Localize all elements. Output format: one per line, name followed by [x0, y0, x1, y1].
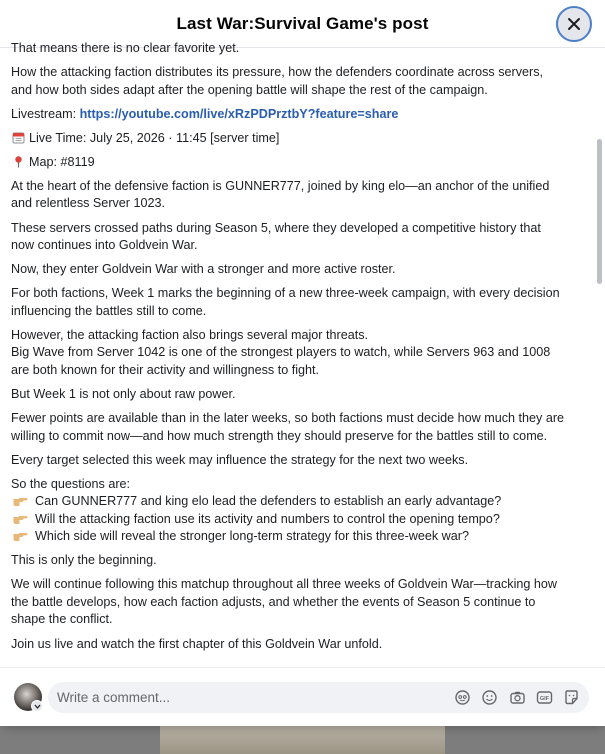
comment-box: [48, 682, 589, 713]
paragraph: Fewer points are available than in the later weeks, so both factions must decide how much they are willing to commit now—and how much strength they should preserve for the battles still to come.: [11, 411, 565, 443]
svg-text:GIF: GIF: [539, 696, 550, 702]
paragraph: How the attacking faction distributes its pressure, how the defenders coordinate across servers, and how both sides adapt after the opening battle will shape the rest of the campaign.: [11, 65, 543, 97]
sticker-icon[interactable]: [563, 689, 580, 706]
comment-input[interactable]: [57, 682, 437, 713]
scrollbar-thumb[interactable]: [597, 139, 602, 284]
question-item: Can GUNNER777 and king elo lead the defenders to establish an early advantage?: [11, 493, 595, 511]
calendar-icon: [11, 131, 26, 144]
avatar-sticker-icon[interactable]: [454, 689, 471, 706]
paragraph: Join us live and watch the first chapter of this Goldvein War unfold.: [11, 636, 383, 651]
paragraph: That means there is no clear favorite yet.: [11, 41, 240, 55]
pointing-hand-icon: [11, 494, 30, 507]
paragraph: These servers crossed paths during Season 5, where they developed a competitive history that now continues into Goldvein War.: [11, 220, 541, 253]
pointing-hand-icon: [11, 512, 30, 525]
comment-composer: [0, 667, 605, 726]
question-item: Which side will reveal the stronger long-term strategy for this three-week war?: [11, 528, 595, 546]
paragraph: Every target selected this week may influence the strategy for the next two weeks.: [11, 452, 469, 467]
emoji-icon[interactable]: [481, 689, 498, 706]
live-time-line: Live Time: July 25, 2026 · 11:45 [server time]: [11, 130, 595, 148]
chevron-down-icon: [34, 704, 41, 709]
paragraph: However, the attacking faction also brings several major threats. Big Wave from Server 1042 is one of the strongest players to watch, while Servers 963 and 1008 are both known for their activity and willingness to fight.: [11, 327, 551, 377]
avatar-badge[interactable]: [31, 700, 43, 712]
pointing-hand-icon: [11, 529, 30, 542]
post-text: [11, 40, 595, 660]
background-post-image: [160, 726, 445, 754]
paragraph: This is only the beginning.: [11, 553, 157, 568]
modal-title: Last War:Survival Game's post: [176, 13, 429, 33]
questions-block: So the questions are: Can GUNNER777 and king elo lead the defenders to establish an early advantage? Will the attacking faction use its activity and numbers to control the opening tempo? Which side will reveal the stronger long-term strategy for this three-week war?: [11, 476, 595, 546]
question-item: Will the attacking faction use its activity and numbers to control the opening tempo?: [11, 511, 595, 529]
pushpin-icon: [11, 155, 26, 168]
map-line: Map: #8119: [11, 154, 595, 172]
post-body[interactable]: [0, 41, 605, 667]
paragraph: For both factions, Week 1 marks the beginning of a new three-week campaign, with every decision influencing the battles still to come.: [11, 286, 560, 318]
gif-icon[interactable]: [536, 689, 553, 706]
paragraph: But Week 1 is not only about raw power.: [11, 386, 236, 401]
close-button[interactable]: [556, 6, 592, 42]
livestream-line: Livestream: https://youtube.com/live/xRzPDPrztbY?feature=share: [11, 106, 399, 121]
paragraph: At the heart of the defensive faction is GUNNER777, joined by king elo—an anchor of the unified and relentless Server 1023.: [11, 178, 550, 211]
close-icon: [567, 17, 581, 31]
livestream-link[interactable]: https://youtube.com/live/xRzPDPrztbY?feature=share: [79, 106, 399, 121]
paragraph: Now, they enter Goldvein War with a stronger and more active roster.: [11, 262, 396, 277]
camera-icon[interactable]: [509, 689, 526, 706]
paragraph: We will continue following this matchup throughout all three weeks of Goldvein War—tracking how the battle develops, how each faction adjusts, and whether the events of Season 5 continue to shape the conflict.: [11, 577, 557, 627]
